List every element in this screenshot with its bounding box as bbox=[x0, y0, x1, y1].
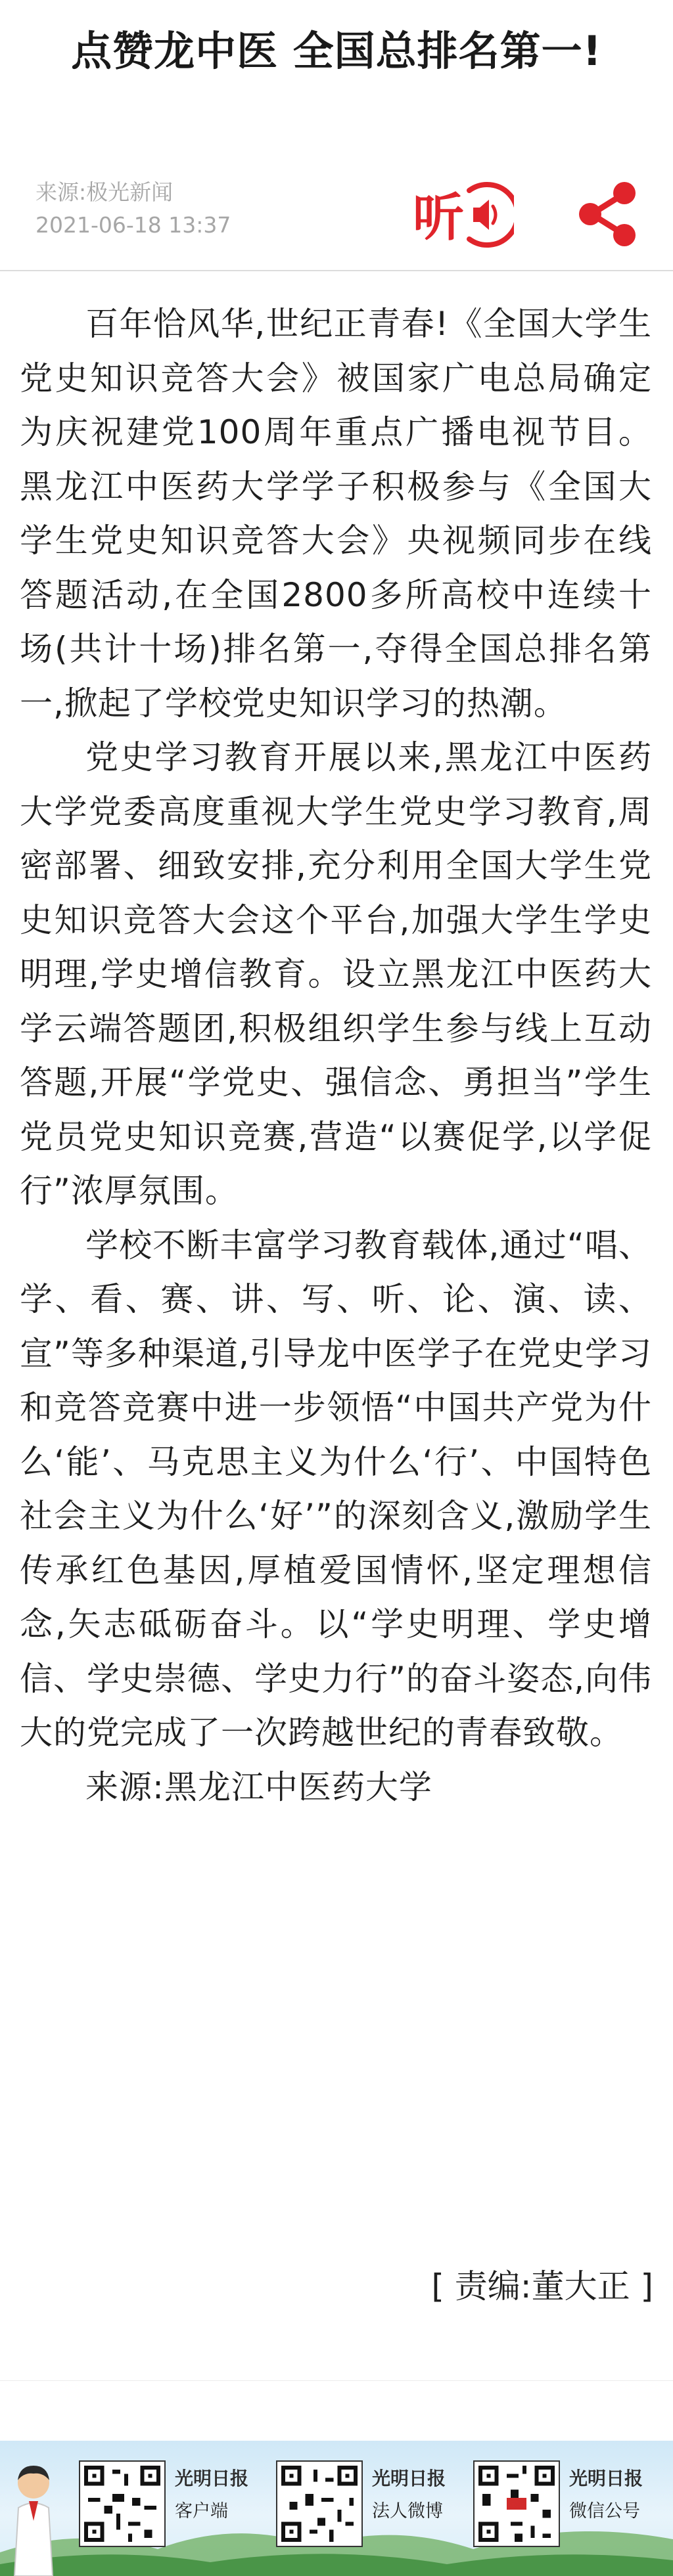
article-paragraph: 百年恰风华,世纪正青春!《全国大学生党史知识竞答大会》被国家广电总局确定为庆祝建党100周年重点广播电视节目。黑龙江中医药大学学子积极参与《全国大学生党史知识竞答大会》央视频同步在线答题活动,在全国2800多所高校中连续十场(共计十场)排名第一,夺得全国总排名第一,掀起了学校党史知识学习的热潮。 bbox=[20, 305, 652, 722]
article-title: 点赞龙中医 全国总排名第一! bbox=[71, 27, 602, 75]
promo-banner[interactable] bbox=[0, 2441, 673, 2576]
editor-credit: [ 责编:董大正 ] bbox=[431, 2267, 653, 2305]
banner-subtitle: 法人微博 bbox=[372, 2501, 443, 2521]
listen-button[interactable] bbox=[409, 179, 514, 251]
qr-code-icon bbox=[79, 2460, 166, 2547]
share-button[interactable] bbox=[572, 177, 644, 250]
listen-audio-icon bbox=[409, 179, 514, 251]
banner-brand: 光明日报 bbox=[569, 2468, 643, 2489]
article-paragraph: 党史学习教育开展以来,黑龙江中医药大学党委高度重视大学生党史学习教育,周密部署、细致安排,充分利用全国大学生党史知识竞答大会这个平台,加强大学生学史明理,学史增信教育。设立黑龙江中医药大学云端答题团,积极组织学生参与线上互动答题,开展“学党史、强信念、勇担当”学生党员党史知识竞赛,营造“以赛促学,以学促行”浓厚氛围。 bbox=[20, 738, 652, 1210]
source-label: 来源:极光新闻 bbox=[35, 179, 174, 205]
qr-code-icon bbox=[473, 2460, 560, 2547]
banner-item-client[interactable] bbox=[79, 2460, 276, 2565]
banner-brand: 光明日报 bbox=[372, 2468, 446, 2489]
banner-item-weibo[interactable] bbox=[276, 2460, 473, 2565]
cartoon-figure-icon bbox=[7, 2460, 60, 2576]
article-body bbox=[20, 297, 652, 1814]
header-divider bbox=[0, 270, 673, 271]
listen-label: 听 bbox=[413, 189, 465, 246]
banner-item-wechat[interactable] bbox=[473, 2460, 670, 2565]
banner-subtitle: 微信公号 bbox=[569, 2501, 640, 2521]
banner-brand: 光明日报 bbox=[175, 2468, 249, 2489]
article-meta bbox=[35, 176, 231, 242]
article-source: 来源:黑龙江中医药大学 bbox=[85, 1767, 432, 1806]
banner-subtitle: 客户端 bbox=[175, 2501, 228, 2521]
footer-divider bbox=[0, 2380, 673, 2381]
share-icon bbox=[572, 177, 644, 250]
article-paragraph: 学校不断丰富学习教育载体,通过“唱、学、看、赛、讲、写、听、论、演、读、宣”等多种渠道,引导龙中医学子在党史学习和竞答竞赛中进一步领悟“中国共产党为什么‘能’、马克思主义为什么‘行’、中国特色社会主义为什么‘好’”的深刻含义,激励学生传承红色基因,厚植爱国情怀,坚定理想信念,矢志砥砺奋斗。以“学史明理、学史增信、学史崇德、学史力行”的奋斗姿态,向伟大的党完成了一次跨越世纪的青春致敬。 bbox=[20, 1226, 652, 1752]
qr-code-icon bbox=[276, 2460, 363, 2547]
publish-date: 2021-06-18 13:37 bbox=[35, 212, 231, 238]
